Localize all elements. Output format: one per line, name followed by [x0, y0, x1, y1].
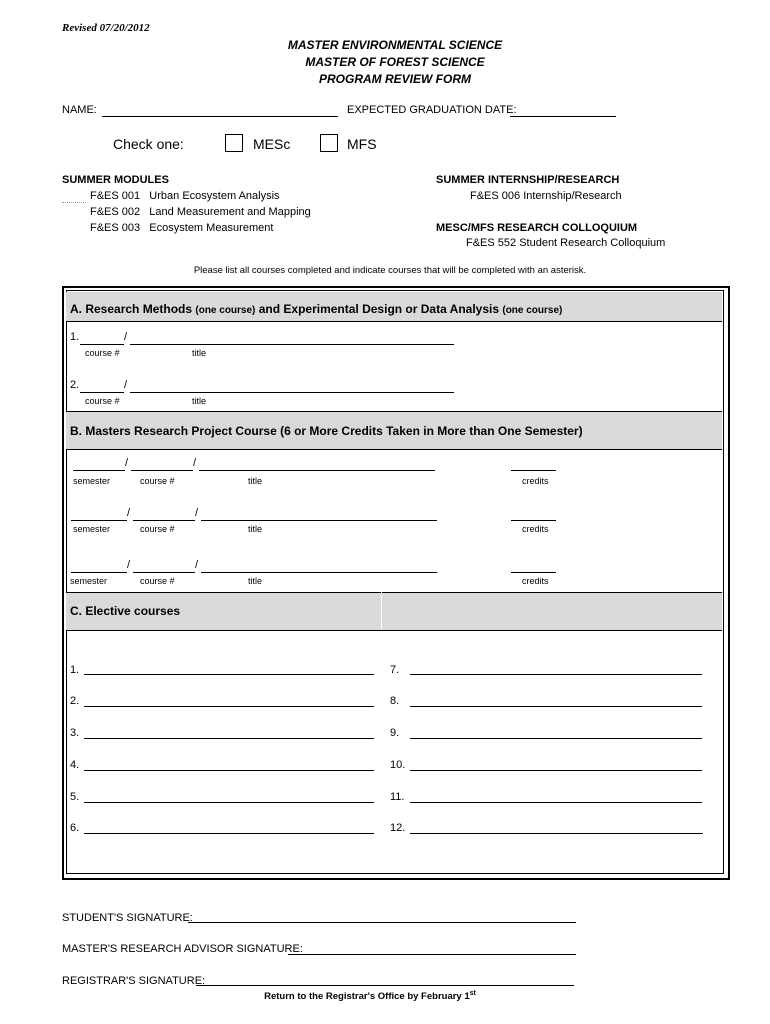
- return-instructions: Return to the Registrar's Office by February 1st: [264, 990, 476, 1003]
- elective-field[interactable]: [84, 706, 374, 707]
- elective-field[interactable]: [410, 833, 703, 834]
- slash: /: [127, 507, 131, 519]
- row-number: 1.: [70, 331, 80, 343]
- elective-field[interactable]: [84, 674, 374, 675]
- module-item: F&ES 002 Land Measurement and Mapping: [90, 206, 311, 218]
- course-title-field[interactable]: [201, 572, 437, 573]
- student-signature-label: STUDENT'S SIGNATURE:: [62, 912, 193, 924]
- elective-number: 3.: [70, 727, 80, 739]
- course-title-field[interactable]: [130, 344, 454, 345]
- course-number-label: course #: [85, 396, 120, 406]
- elective-field[interactable]: [410, 738, 702, 739]
- slash: /: [127, 559, 131, 571]
- course-number-label: course #: [140, 524, 175, 534]
- title-label: title: [248, 524, 263, 534]
- section-c-divider: [381, 592, 382, 629]
- elective-number: 9.: [390, 727, 400, 739]
- elective-number: 6.: [70, 822, 80, 834]
- course-title-field[interactable]: [199, 470, 435, 471]
- slash: /: [124, 331, 128, 343]
- elective-number: 4.: [70, 759, 80, 771]
- elective-number: 11.: [390, 791, 405, 803]
- elective-number: 1.: [70, 664, 80, 676]
- advisor-signature-label: MASTER'S RESEARCH ADVISOR SIGNATURE:: [62, 943, 303, 955]
- internship-item: F&ES 006 Internship/Research: [470, 190, 622, 202]
- elective-number: 7.: [390, 664, 400, 676]
- section-c-title: C. Elective courses: [70, 604, 181, 618]
- student-signature-field[interactable]: [188, 922, 576, 923]
- section-a-title: A. Research Methods (one course) and Experimental Design or Data Analysis (one course): [70, 302, 563, 316]
- title-line-1: MASTER ENVIRONMENTAL SCIENCE: [287, 38, 503, 52]
- semester-label: semester: [73, 476, 111, 486]
- colloquium-heading: MESC/MFS RESEARCH COLLOQUIUM: [436, 222, 638, 234]
- credits-label: credits: [522, 524, 549, 534]
- module-check-line: [62, 202, 86, 203]
- registrar-signature-field[interactable]: [196, 985, 574, 986]
- credits-field[interactable]: [511, 520, 556, 521]
- check-one-label: Check one:: [113, 136, 184, 152]
- course-number-field[interactable]: [131, 470, 193, 471]
- course-title-field[interactable]: [201, 520, 437, 521]
- title-line-2: MASTER OF FOREST SCIENCE: [305, 55, 485, 69]
- internship-heading: SUMMER INTERNSHIP/RESEARCH: [436, 174, 620, 186]
- semester-label: semester: [70, 576, 108, 586]
- elective-field[interactable]: [84, 738, 374, 739]
- course-number-label: course #: [140, 476, 175, 486]
- elective-field[interactable]: [84, 833, 374, 834]
- slash: /: [193, 457, 197, 469]
- semester-field[interactable]: [73, 470, 125, 471]
- slash: /: [125, 457, 129, 469]
- elective-field[interactable]: [410, 706, 702, 707]
- semester-field[interactable]: [71, 572, 127, 573]
- credits-field[interactable]: [511, 470, 556, 471]
- mfs-checkbox[interactable]: [320, 134, 338, 152]
- title-label: title: [248, 576, 263, 586]
- mesc-label: MESc: [253, 136, 291, 152]
- elective-field[interactable]: [410, 802, 702, 803]
- elective-number: 8.: [390, 695, 400, 707]
- mfs-label: MFS: [347, 136, 377, 152]
- course-title-field[interactable]: [130, 392, 454, 393]
- elective-field[interactable]: [84, 770, 374, 771]
- elective-number: 5.: [70, 791, 80, 803]
- registrar-signature-label: REGISTRAR'S SIGNATURE:: [62, 975, 206, 987]
- slash: /: [195, 559, 199, 571]
- course-number-field[interactable]: [133, 572, 195, 573]
- title-label: title: [192, 396, 207, 406]
- row-number: 2.: [70, 379, 80, 391]
- revised-date: Revised 07/20/2012: [62, 22, 150, 34]
- instructions: Please list all courses completed and indicate courses that will be completed with an asterisk.: [193, 265, 587, 276]
- colloquium-item: F&ES 552 Student Research Colloquium: [466, 237, 666, 249]
- course-number-field[interactable]: [133, 520, 195, 521]
- title-label: title: [248, 476, 263, 486]
- elective-field[interactable]: [410, 674, 702, 675]
- title-label: title: [192, 348, 207, 358]
- slash: /: [195, 507, 199, 519]
- graduation-date-label: EXPECTED GRADUATION DATE:: [347, 104, 517, 116]
- form-title: PROGRAM REVIEW FORM: [319, 72, 471, 86]
- course-number-field[interactable]: [80, 344, 124, 345]
- summer-modules-heading: SUMMER MODULES: [62, 174, 169, 186]
- elective-field[interactable]: [410, 770, 702, 771]
- mesc-checkbox[interactable]: [225, 134, 243, 152]
- name-label: NAME:: [62, 104, 97, 116]
- elective-number: 2.: [70, 695, 80, 707]
- credits-field[interactable]: [511, 572, 556, 573]
- section-b-title: B. Masters Research Project Course (6 or More Credits Taken in More than One Semester): [70, 424, 583, 438]
- advisor-signature-field[interactable]: [288, 954, 576, 955]
- credits-label: credits: [522, 576, 549, 586]
- elective-field[interactable]: [84, 802, 374, 803]
- course-number-label: course #: [140, 576, 175, 586]
- elective-number: 10.: [390, 759, 406, 771]
- graduation-date-field[interactable]: [510, 116, 616, 117]
- elective-number: 12.: [390, 822, 406, 834]
- module-item: F&ES 001 Urban Ecosystem Analysis: [90, 190, 280, 202]
- slash: /: [124, 379, 128, 391]
- name-field[interactable]: [102, 116, 338, 117]
- course-number-label: course #: [85, 348, 120, 358]
- semester-field[interactable]: [71, 520, 127, 521]
- course-number-field[interactable]: [80, 392, 124, 393]
- module-item: F&ES 003 Ecosystem Measurement: [90, 222, 274, 234]
- semester-label: semester: [73, 524, 111, 534]
- credits-label: credits: [522, 476, 549, 486]
